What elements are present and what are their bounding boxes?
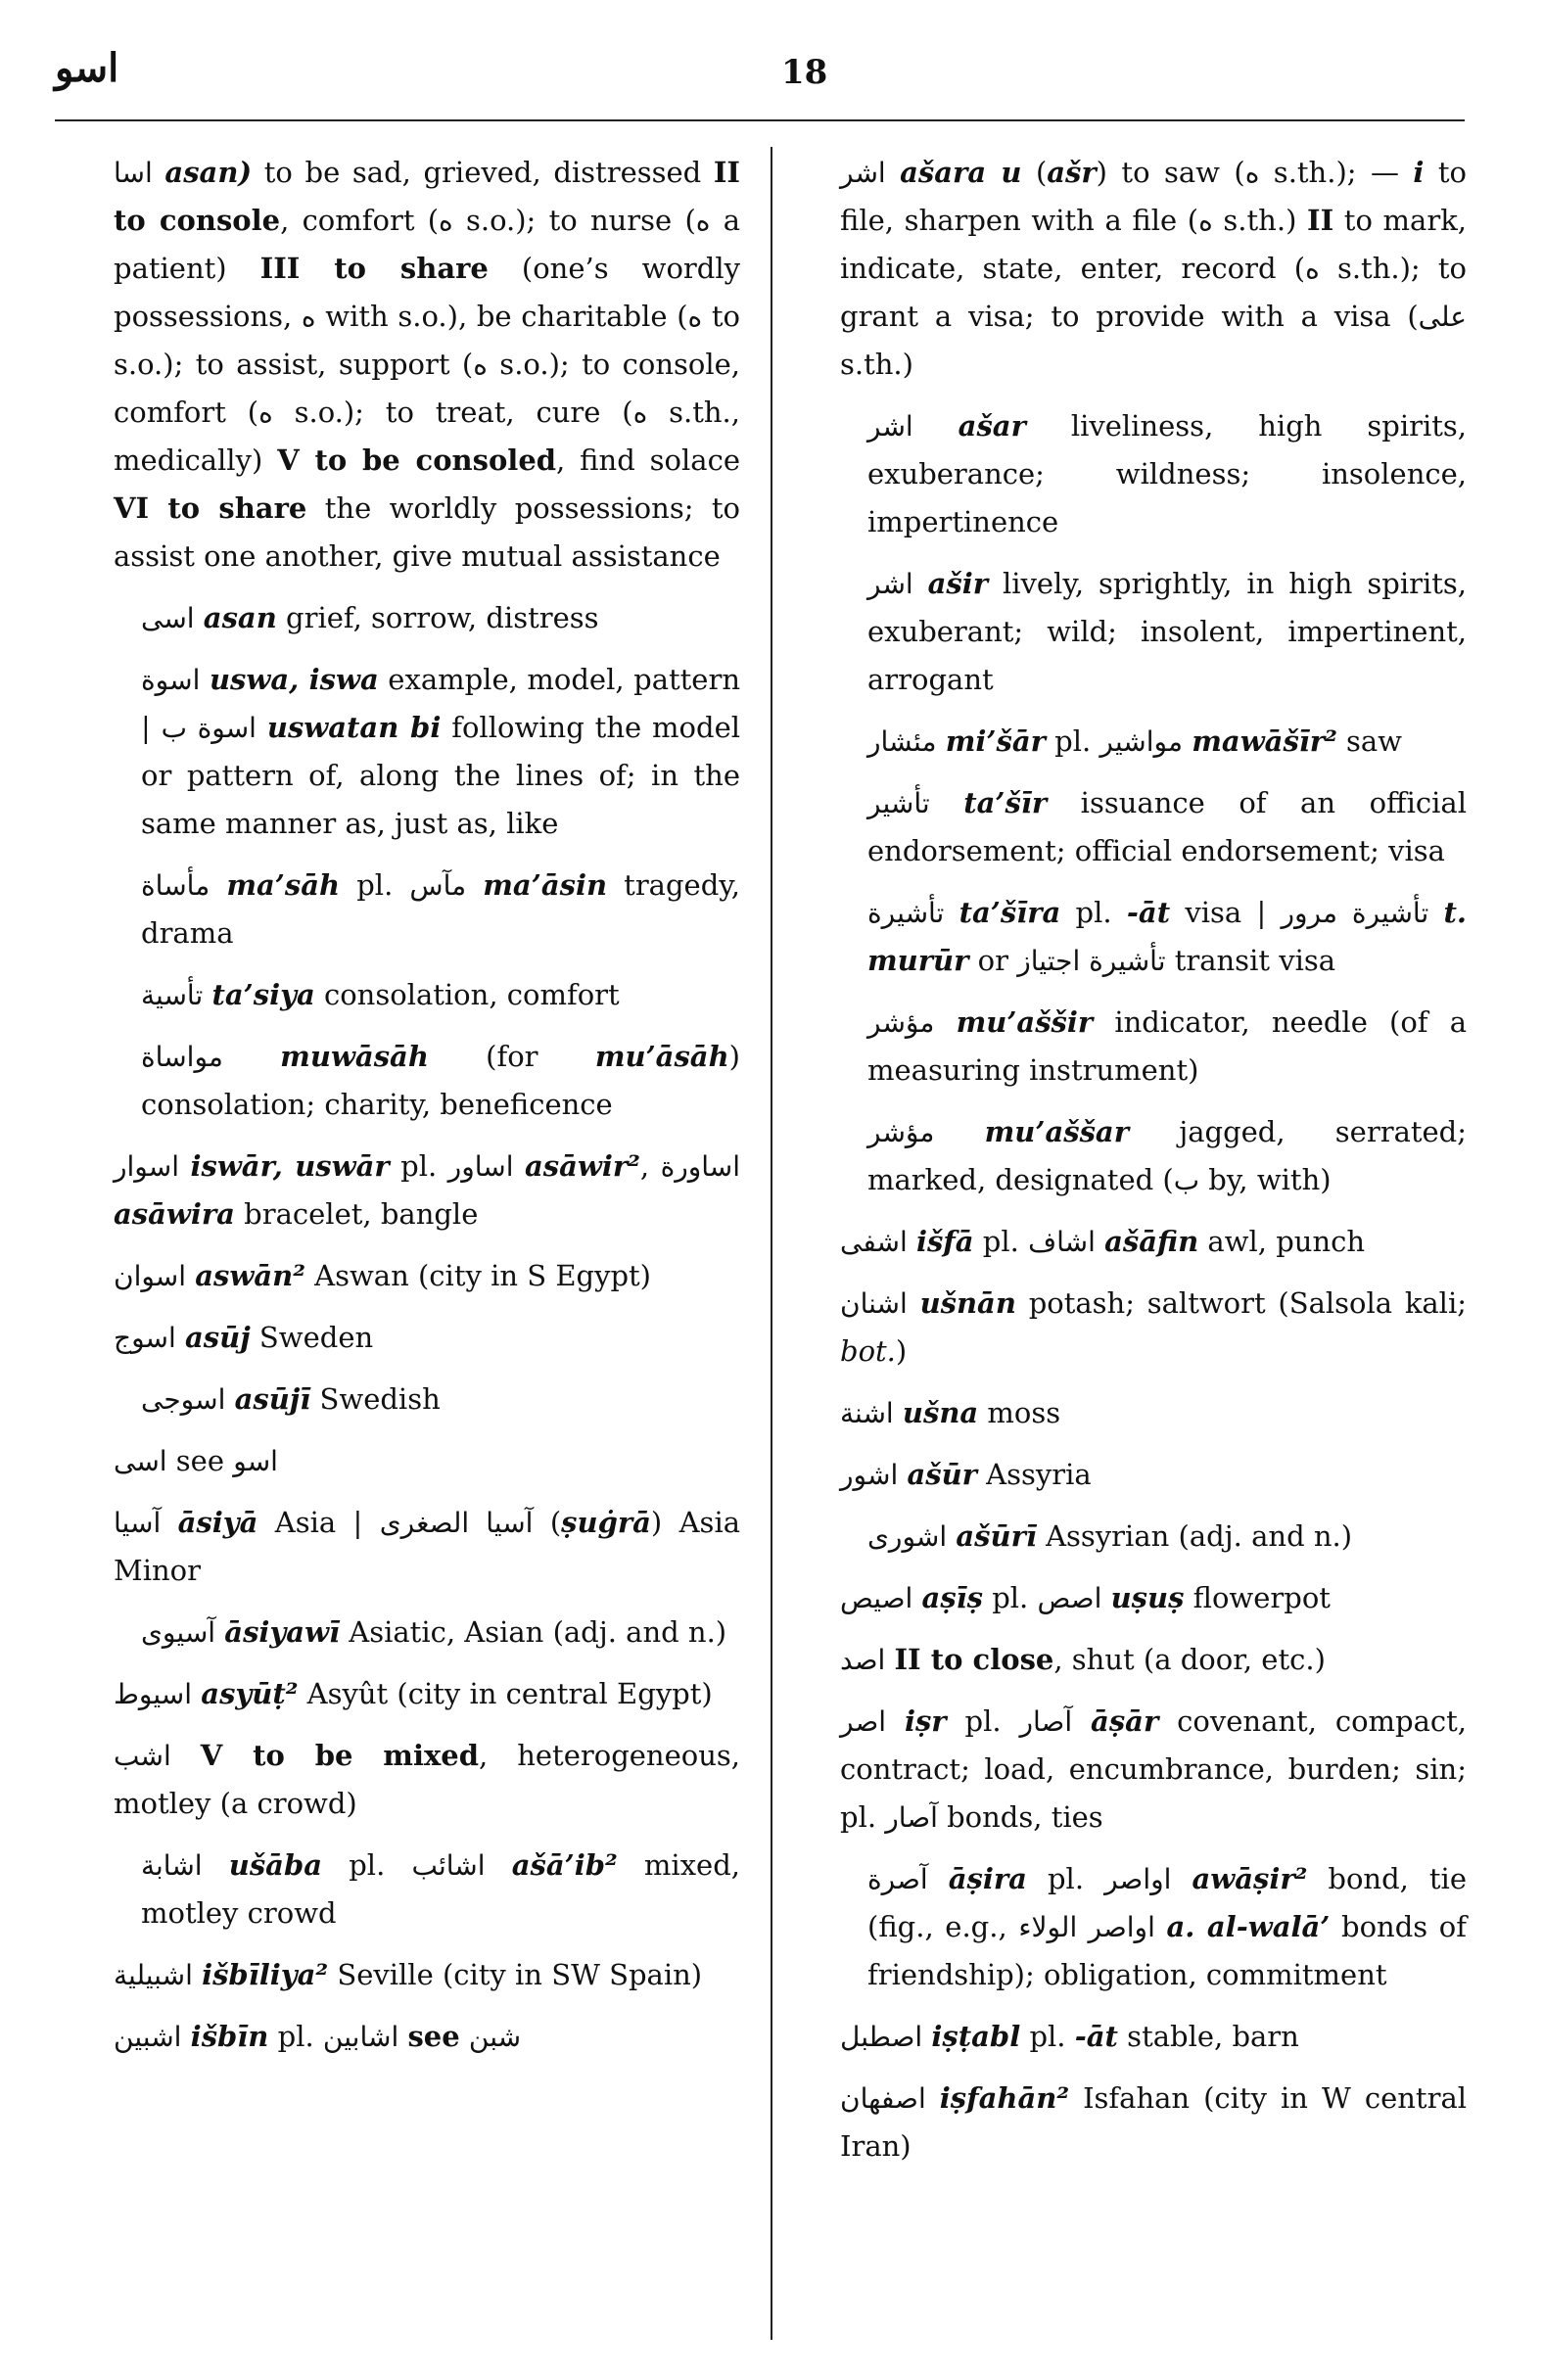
dictionary-entry: اسوان aswān² Aswan (city in S Egypt) bbox=[114, 1259, 651, 1292]
dictionary-entry: اصيص aṣīṣ pl. اصص uṣuṣ flowerpot bbox=[840, 1581, 1331, 1614]
sub-entry: اسى asan grief, sorrow, distress bbox=[141, 601, 599, 634]
sub-entry: تأشير ta’šīr issuance of an official endorsement; official endorsement; visa bbox=[867, 786, 1467, 867]
dictionary-entry: اسوج asūj Sweden bbox=[114, 1321, 374, 1354]
header-rule bbox=[55, 119, 1465, 121]
column-divider bbox=[771, 147, 772, 2340]
left-column bbox=[114, 149, 740, 2075]
dictionary-entry: اسى see اسو bbox=[114, 1444, 278, 1477]
sub-entry: اشابة ušāba pl. اشائب ašā’ib² mixed, motley crowd bbox=[141, 1848, 740, 1930]
dictionary-entry: اشفى išfā pl. اشاف ašāfin awl, punch bbox=[840, 1225, 1366, 1258]
dictionary-entry: اشنة ušna moss bbox=[840, 1396, 1061, 1429]
sub-entry: اشر ašar liveliness, high spirits, exuberance; wildness; insolence, impertinence bbox=[867, 409, 1468, 538]
sub-entry: اشر ašir lively, sprightly, in high spirits, exuberant; wild; insolent, impertinent, arrogant bbox=[867, 567, 1467, 696]
sub-entry: مواساة muwāsāh (for mu’āsāh) consolation; charity, beneficence bbox=[141, 1040, 740, 1121]
sub-entry: آصرة āṣira pl. اواصر awāṣir² bond, tie (fig., e.g., اواصر الولاء a. al-walā’ bonds of friendship); obligation, commitment bbox=[867, 1862, 1467, 1991]
dictionary-entry: اصطبل iṣṭabl pl. -āt stable, barn bbox=[840, 2020, 1299, 2053]
running-headword: اسو bbox=[55, 45, 119, 91]
dictionary-entry: اشر ašara u (ašr) to saw (ه s.th.); — i to file, sharpen with a file (ه s.th.) II to mark, indicate, state, enter, record (ه s.th.); to grant a visa; to provide with a visa (على s.th.) bbox=[840, 156, 1467, 381]
sub-entry: مؤشر mu’aššar jagged, serrated; marked, designated (ب by, with) bbox=[867, 1115, 1468, 1196]
dictionary-entry: اشبين išbīn pl. اشابين see شبن bbox=[114, 2020, 522, 2053]
sub-entry: مئشار mi’šār pl. مواشير mawāšīr² saw bbox=[867, 724, 1403, 758]
sub-entry: اشورى ašūrī Assyrian (adj. and n.) bbox=[867, 1519, 1353, 1553]
dictionary-entry: اصر iṣr pl. آصار āṣār covenant, compact, contract; load, encumbrance, burden; sin; pl. آصار bonds, ties bbox=[840, 1704, 1468, 1834]
sub-entry: مؤشر mu’aššir indicator, needle (of a measuring instrument) bbox=[867, 1005, 1467, 1087]
dictionary-entry: اشب V to be mixed, heterogeneous, motley (a crowd) bbox=[114, 1739, 741, 1820]
page-number: 18 bbox=[781, 53, 828, 92]
dictionary-entry: اسوار iswār, uswār pl. اساور asāwir², اساورة asāwira bracelet, bangle bbox=[114, 1149, 741, 1231]
dictionary-entry: اشور ašūr Assyria bbox=[840, 1458, 1092, 1491]
dictionary-entry: اشنان ušnān potash; saltwort (Salsola kali; bot.) bbox=[840, 1286, 1468, 1368]
dictionary-entry: اسا asan) to be sad, grieved, distressed II to console, comfort (ه s.o.); to nurse (ه a patient) III to share (one’s wordly possessions, ه with s.o.), be charitable (ه to s.o.); to assist, support (ه s.o.); to console, comfort (ه s.o.); to treat, cure (ه s.th., medically) V to be consoled, find solace VI to share the worldly possessions; to assist one another, give mutual assistance bbox=[114, 156, 740, 573]
sub-entry: اسوجى asūjī Swedish bbox=[141, 1382, 441, 1416]
dictionary-entry: اصفهان iṣfahān² Isfahan (city in W central Iran) bbox=[840, 2081, 1468, 2163]
sub-entry: مأساة ma’sāh pl. مآس ma’āsin tragedy, drama bbox=[141, 868, 741, 950]
dictionary-entry: اصد II to close, shut (a door, etc.) bbox=[840, 1643, 1326, 1676]
dictionary-entry: آسيا āsiyā Asia | آسيا الصغرى (ṣuġrā) Asia Minor bbox=[114, 1506, 741, 1587]
sub-entry: اسوة uswa, iswa example, model, pattern | اسوة ب uswatan bi following the model or pattern of, along the lines of; in the same manner as, just as, like bbox=[141, 663, 741, 840]
sub-entry: آسيوى āsiyawī Asiatic, Asian (adj. and n.) bbox=[141, 1615, 727, 1649]
dictionary-entry: اشبيلية išbīliya² Seville (city in SW Spain) bbox=[114, 1958, 703, 1991]
sub-entry: تأسية ta’siya consolation, comfort bbox=[141, 978, 620, 1011]
dictionary-entry: اسيوط asyūṭ² Asyût (city in central Egypt) bbox=[114, 1677, 713, 1710]
page-header bbox=[55, 45, 1465, 114]
sub-entry: تأشيرة ta’šīra pl. -āt visa | تأشيرة مرور t. murūr or تأشيرة اجتياز transit visa bbox=[867, 896, 1467, 977]
right-column bbox=[840, 149, 1467, 2184]
